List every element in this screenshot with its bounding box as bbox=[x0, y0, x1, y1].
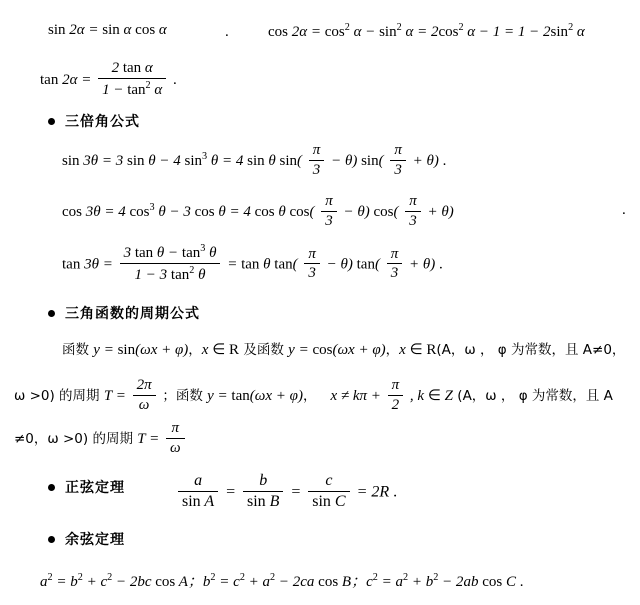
period-paragraph-line-3: ≠0，ω >0) 的周期 T = $\frac{\pi}{\omega}$ bbox=[14, 420, 188, 459]
section-title-3: 正弦定理 bbox=[65, 480, 125, 496]
section-heading-cosine-law bbox=[48, 529, 125, 549]
section-title-1: 三倍角公式 bbox=[65, 114, 140, 130]
section-heading-sine-law bbox=[48, 477, 125, 497]
period-paragraph-line-1: 函数 y = sin(ωx + φ)，x ∈ R 及函数 y = cos(ωx + φ)，x ∈ R(A，ω ， φ 为常数，且 A≠0， bbox=[62, 342, 626, 358]
formula-cos-double-angle: $\cos 2\alpha = \cos^2 \alpha - \sin^2 \alpha = 2\cos^2$ $\alpha - 1 = 1 - 2\sin^2$ α bbox=[268, 22, 585, 40]
bullet-icon bbox=[48, 536, 55, 543]
formula-tan-triple-angle: tan 3θ = $\frac{3 \tan \theta - \tan^3 \theta}{1 - 3 \tan^2 \theta}$ = tan θ tan( $\frac{\pi}{3}$ − θ) tan( $\frac{\pi}{3}$ + θ) . bbox=[62, 243, 443, 283]
section-heading-period-formula bbox=[48, 303, 200, 323]
section-heading-triple-angle bbox=[48, 111, 140, 131]
formula-cos-triple-angle: cos 3θ = 4 $\cos^3 \theta - 3$ cos θ = 4 cos θ cos( $\frac{\pi}{3}$ − θ) cos( $\frac{\pi}{3}$ + θ) bbox=[62, 193, 454, 229]
bullet-icon bbox=[48, 484, 55, 491]
formula-tan-double-angle: tan 2α = $\frac{\text{2 tan α}}{1 - \tan^2 \alpha}$ . bbox=[40, 60, 177, 98]
bullet-icon bbox=[48, 118, 55, 125]
right-margin-period: . bbox=[622, 202, 626, 218]
formula-sin-double-angle: sin 2α = sin α cos α bbox=[48, 22, 167, 38]
section-title-4: 余弦定理 bbox=[65, 532, 125, 548]
bullet-icon bbox=[48, 310, 55, 317]
formula-cosine-law: $a^2 = b^2 + c^2 - 2bc$ cos A；$b^2 = c^2 + a^2 - 2ca$ cos B；$c^2 = a^2 + b^2 - 2ab$ cos C . bbox=[40, 572, 524, 590]
formula-sin-triple-angle: sin 3θ = 3 sin θ − 4 $\sin^3 \theta = 4$ sin θ sin( $\frac{\pi}{3}$ − θ) sin( $\frac{\pi}{3}$ + θ) . bbox=[62, 142, 447, 178]
section-title-2: 三角函数的周期公式 bbox=[65, 306, 200, 322]
formula-sine-law: $\frac{a}{\text{sin A}}$ = $\frac{b}{\text{sin B}}$ = $\frac{c}{\text{sin C}}$ = 2R . bbox=[175, 472, 397, 514]
separator-period-1: . bbox=[225, 24, 229, 40]
period-paragraph-line-2: ω >0) 的周期 T = $\frac{2\pi}{\omega}$ ；函数 y = tan(ωx + φ)， x ≠ kπ + $\frac{\pi}{2}$ , k ∈ Z (A，ω ， φ 为常数，且 A bbox=[14, 377, 613, 413]
